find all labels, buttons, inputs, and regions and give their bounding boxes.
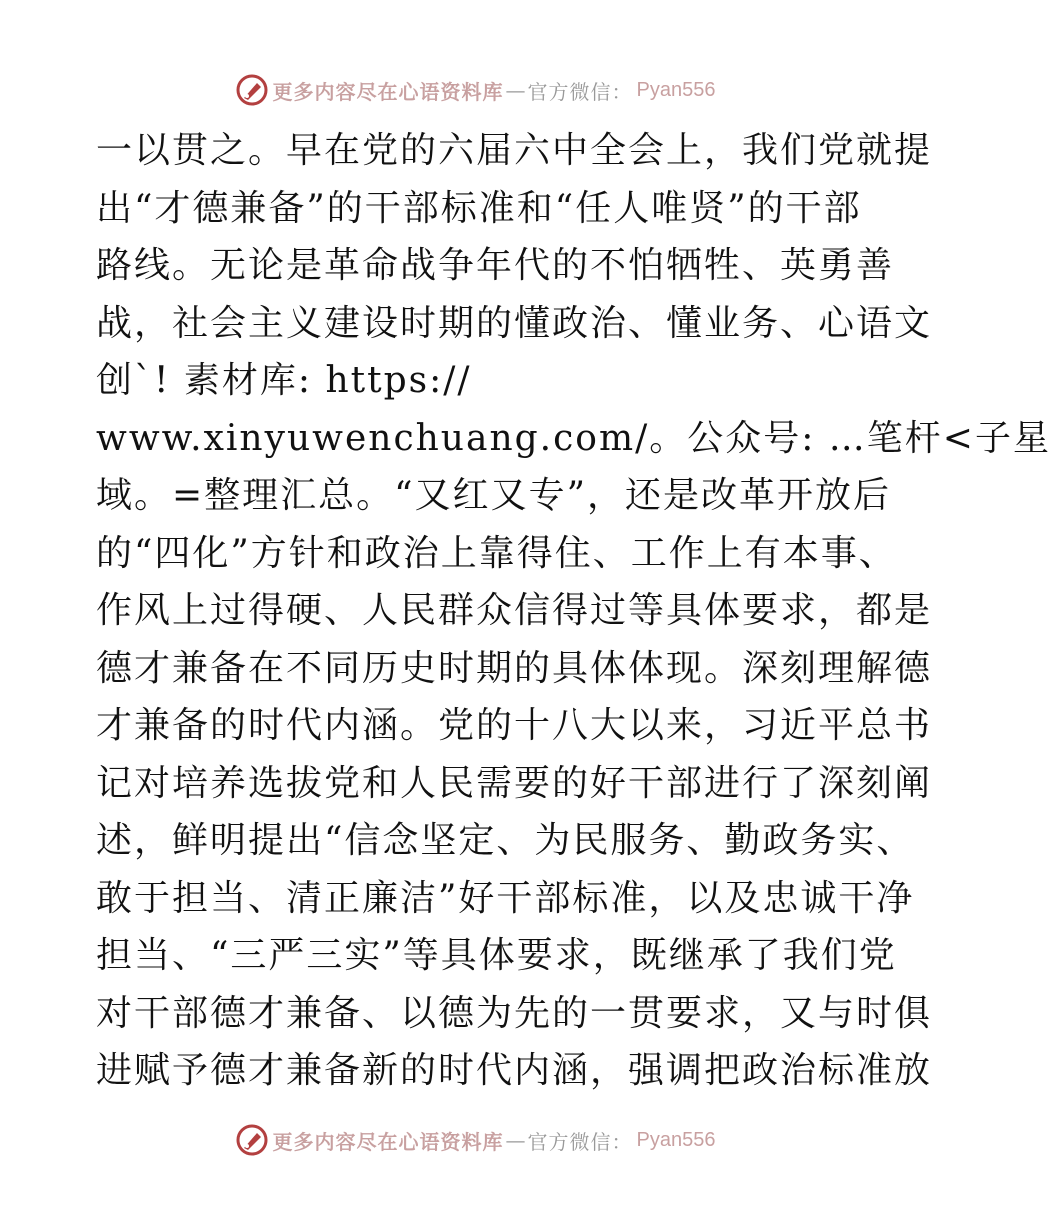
body-line: 对干部德才兼备、以德为先的一贯要求，又与时俱 [96,992,933,1034]
body-line: 创`! 素材库: https:// [96,360,472,401]
body-line: 路线。无论是革命战争年代的不怕牺牲、英勇善 [96,245,895,286]
footer-banner-separator: — [505,1128,526,1152]
body-line: 域。=整理汇总。“又红又专”，还是改革开放后 [96,475,891,516]
header-banner-account-label: 官方微信： [527,79,633,104]
body-line: 的“四化”方针和政治上靠得住、工作上有本事、 [96,532,897,574]
body-line: 德才兼备在不同历史时期的具体体现。深刻理解德 [96,647,933,689]
body-line: 一以贯之。早在党的六届六中全会上，我们党就提 [96,130,933,171]
body-line: 述，鲜明提出“信念坚定、为民服务、勤政务实、 [96,820,915,861]
body-line: 出“才德兼备”的干部标准和“任人唯贤”的干部 [96,187,862,229]
footer-banner-account-id: Pyan556 [636,1128,716,1151]
body-line: 作风上过得硬、人民群众信得过等具体要求，都是 [96,590,933,631]
pen-nib-logo-icon [235,1123,269,1157]
body-line: 战，社会主义建设时期的懂政治、懂业务、心语文 [96,302,933,344]
body-line: 敢于担当、清正廉洁”好干部标准，以及忠诚干净 [96,877,915,919]
header-banner-text: 更多内容尽在心语资料库 [272,79,504,104]
body-line: 担当、“三严三实”等具体要求，既继承了我们党 [96,935,897,976]
header-banner-inner [235,73,716,107]
header-banner-separator: — [505,78,526,102]
document-body [96,122,1051,1100]
header-banner-account-id: Pyan556 [636,78,716,101]
footer-banner-account-label: 官方微信： [527,1129,633,1154]
body-line: 记对培养选拔党和人民需要的好干部进行了深刻阐 [96,762,933,804]
body-line: 才兼备的时代内涵。党的十八大以来，习近平总书 [96,705,933,746]
footer-banner [0,1120,950,1160]
footer-banner-text: 更多内容尽在心语资料库 [272,1129,504,1154]
footer-banner-inner [235,1123,716,1157]
body-line: www.xinyuwenchuang.com/。公众号: …笔杆<子星 [96,417,1051,459]
body-line: 进赋予德才兼备新的时代内涵，强调把政治标准放 [96,1050,933,1091]
header-banner [0,70,950,110]
pen-nib-logo-icon [235,73,269,107]
